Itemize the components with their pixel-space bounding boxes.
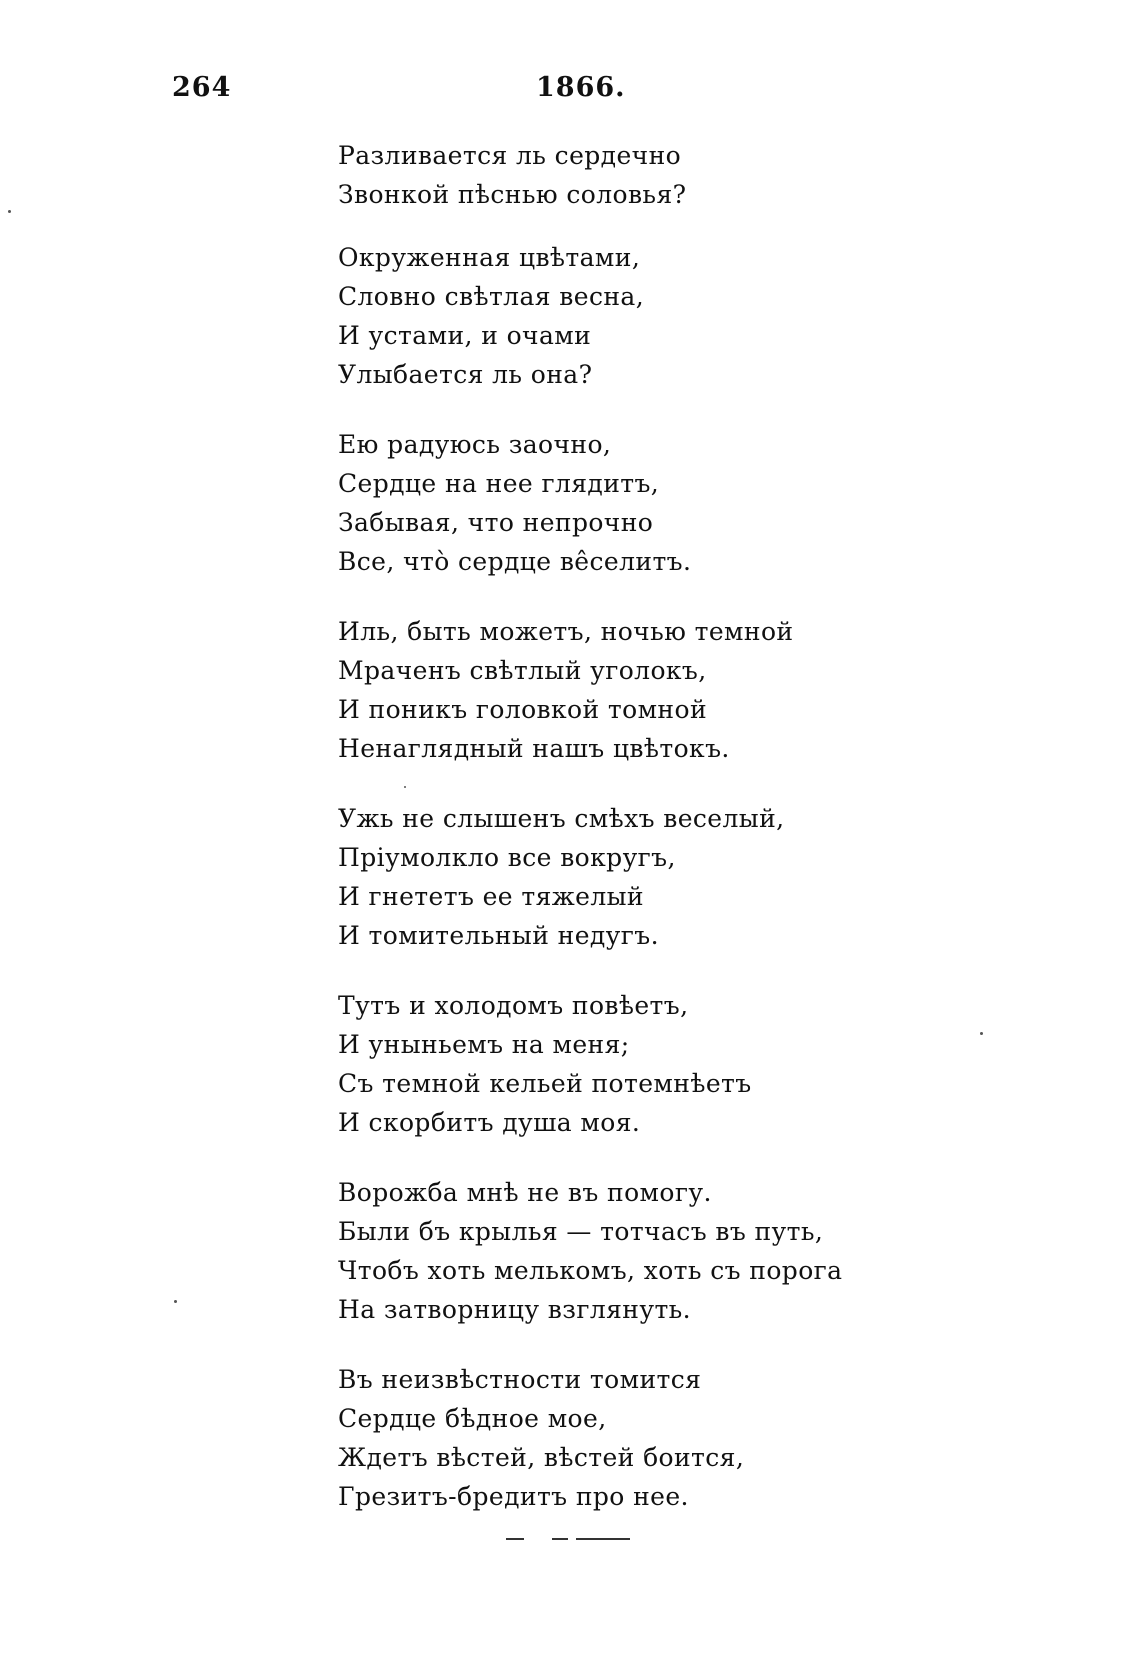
stanza — [338, 425, 1018, 581]
poem-line: Были бъ крылья — тотчасъ въ путь, — [338, 1217, 824, 1246]
poem-line: На затворницу взглянуть. — [338, 1295, 692, 1324]
stanza — [338, 1173, 1018, 1329]
stanza-gap — [338, 394, 1018, 425]
poem-line: Все, что̀ сердце ве̂селитъ. — [338, 547, 692, 576]
poem-line: Улыбается ль она? — [338, 360, 593, 389]
poem-line: Чтобъ хоть мелькомъ, хоть съ порога — [338, 1256, 843, 1285]
poem-line: Разливается ль сердечно — [338, 141, 682, 170]
stanza-gap — [338, 768, 1018, 799]
poem-line: Забывая, что непрочно — [338, 508, 654, 537]
scan-speck — [174, 1300, 177, 1303]
poem-line: И томительный недугъ. — [338, 921, 659, 950]
poem-line: Ненаглядный нашъ цвѣтокъ. — [338, 734, 730, 763]
stanza — [338, 1360, 1018, 1516]
poem-line: Мраченъ свѣтлый уголокъ, — [338, 656, 707, 685]
poem-line: Иль, быть можетъ, ночью темной — [338, 617, 794, 646]
poem-body — [338, 136, 1018, 1516]
stanza-gap — [338, 955, 1018, 986]
poem-line: Словно свѣтлая весна, — [338, 282, 645, 311]
poem-line: И устами, и очами — [338, 321, 592, 350]
end-rule-divider — [506, 1538, 636, 1540]
stanza-gap — [338, 214, 1018, 238]
poem-line: Грезитъ-бредитъ про нее. — [338, 1482, 689, 1511]
poem-line: Съ темной кельей потемнѣетъ — [338, 1069, 752, 1098]
poem-line: Ждетъ вѣстей, вѣстей боится, — [338, 1443, 745, 1472]
poem-line: Ворожба мнѣ не въ помогу. — [338, 1178, 712, 1207]
scan-speck — [404, 786, 406, 788]
poem-line: Въ неизвѣстности томится — [338, 1365, 702, 1394]
poem-line: Пріумолкло все вокругъ, — [338, 843, 676, 872]
poem-line: Сердце бѣдное мое, — [338, 1404, 607, 1433]
poem-line: Ужь не слышенъ смѣхъ веселый, — [338, 804, 785, 833]
poem-line: Ею радуюсь заочно, — [338, 430, 612, 459]
stanza — [338, 986, 1018, 1142]
poem-line: Тутъ и холодомъ повѣетъ, — [338, 991, 689, 1020]
poem-line: Окруженная цвѣтами, — [338, 243, 641, 272]
poem-line: Звонкой пѣснью соловья? — [338, 180, 687, 209]
poem-line: И гнететъ ее тяжелый — [338, 882, 644, 911]
stanza — [338, 612, 1018, 768]
stanza-gap — [338, 581, 1018, 612]
poem-line: И скорбитъ душа моя. — [338, 1108, 641, 1137]
poem-line: И уныньемъ на меня; — [338, 1030, 630, 1059]
stanza — [338, 799, 1018, 955]
scan-speck — [980, 1032, 983, 1035]
stanza-gap — [338, 1142, 1018, 1173]
page-number: 264 — [172, 72, 232, 103]
stanza — [338, 136, 1018, 214]
year-header: 1866. — [536, 72, 626, 103]
stanza — [338, 238, 1018, 394]
stanza-gap — [338, 1329, 1018, 1360]
scan-speck — [8, 210, 11, 213]
poem-line: И поникъ головкой томной — [338, 695, 708, 724]
poem-line: Сердце на нее глядитъ, — [338, 469, 660, 498]
